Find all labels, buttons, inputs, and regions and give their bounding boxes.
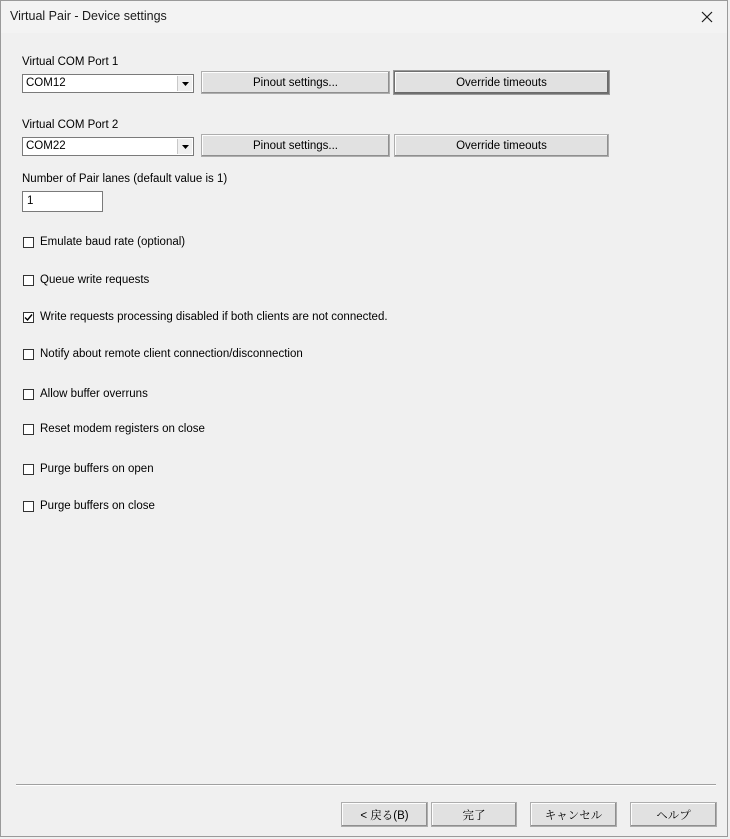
port2-pinout-settings-button[interactable] [201, 134, 390, 157]
option-allow-buffer-overruns[interactable] [23, 387, 148, 401]
help-button[interactable] [630, 802, 717, 827]
close-button[interactable] [687, 1, 727, 33]
chevron-down-icon[interactable] [177, 76, 192, 91]
pair-lanes-value: 1 [27, 195, 34, 207]
port2-timeouts-label: Override timeouts [456, 139, 547, 152]
help-button-label: ヘルプ [656, 809, 691, 822]
option-label: Emulate baud rate (optional) [40, 236, 186, 248]
cancel-button[interactable] [530, 802, 617, 827]
port1-override-timeouts-button[interactable] [394, 71, 609, 94]
checkbox[interactable] [23, 424, 34, 435]
finish-button-label: 完了 [462, 809, 486, 822]
checkbox[interactable] [23, 389, 34, 400]
port2-label: Virtual COM Port 2 [22, 119, 119, 131]
chevron-down-icon[interactable] [177, 139, 192, 154]
cancel-button-label: キャンセル [544, 809, 603, 822]
close-icon [701, 11, 713, 23]
option-reset-modem-registers[interactable] [23, 422, 205, 436]
port1-combobox[interactable] [22, 74, 194, 93]
option-purge-buffers-close[interactable] [23, 499, 155, 513]
pair-lanes-label: Number of Pair lanes (default value is 1) [22, 173, 228, 185]
port1-label: Virtual COM Port 1 [22, 56, 119, 68]
port2-override-timeouts-button[interactable] [394, 134, 609, 157]
checkbox-checked[interactable] [23, 312, 34, 323]
back-button[interactable] [341, 802, 428, 827]
checkbox[interactable] [23, 501, 34, 512]
title-bar [1, 1, 727, 33]
back-button-label: < 戻る(B) [360, 809, 409, 822]
option-purge-buffers-open[interactable] [23, 462, 154, 476]
option-notify-remote-client[interactable] [23, 347, 303, 361]
option-label: Queue write requests [40, 274, 150, 286]
port2-selected-value: COM22 [26, 140, 66, 152]
checkbox[interactable] [23, 275, 34, 286]
checkbox[interactable] [23, 349, 34, 360]
window-title: Virtual Pair - Device settings [10, 9, 167, 23]
pair-lanes-input[interactable] [22, 191, 103, 212]
option-queue-write-requests[interactable] [23, 273, 149, 287]
option-label: Notify about remote client connection/disconnection [40, 348, 303, 360]
checkmark-icon [24, 313, 33, 322]
port1-selected-value: COM12 [26, 77, 66, 89]
option-label: Purge buffers on open [40, 463, 154, 475]
port1-timeouts-label: Override timeouts [456, 76, 547, 89]
option-label: Write requests processing disabled if both clients are not connected. [40, 311, 388, 323]
port2-pinout-label: Pinout settings... [252, 139, 339, 152]
checkbox[interactable] [23, 464, 34, 475]
option-write-requests-disabled[interactable] [23, 310, 388, 324]
footer-separator [16, 784, 716, 786]
option-label: Allow buffer overruns [40, 388, 148, 400]
option-label: Purge buffers on close [40, 500, 155, 512]
option-label: Reset modem registers on close [40, 423, 205, 435]
port2-combobox[interactable] [22, 137, 194, 156]
option-emulate-baud-rate[interactable] [23, 235, 185, 249]
port1-pinout-label: Pinout settings... [252, 76, 339, 89]
port1-pinout-settings-button[interactable] [201, 71, 390, 94]
checkbox[interactable] [23, 237, 34, 248]
finish-button[interactable] [431, 802, 517, 827]
